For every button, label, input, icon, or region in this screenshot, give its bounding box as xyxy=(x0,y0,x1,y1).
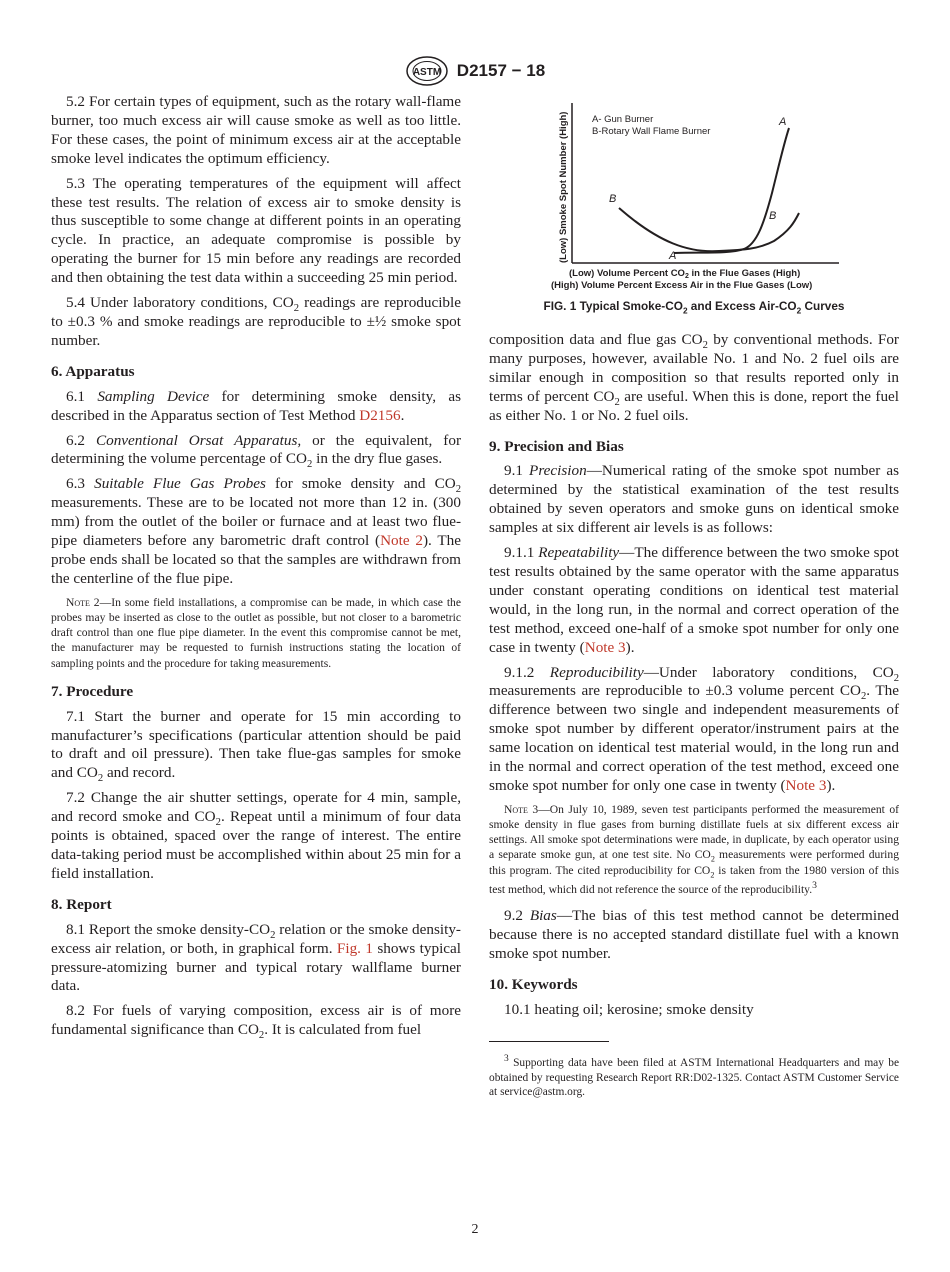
para-6-2: 6.2 Conventional Orsat Apparatus, or the equivalent, for determining the volume percentage of $CO_2$ in the dry flue gases. xyxy=(51,431,462,471)
figure-1 xyxy=(489,93,899,325)
note-2: Note 2—In some field installations, a compromise can be made, in which case the probes may be inserted as close to the outlet as possible, but not closer to a barometric draft control than one flue pipe diameter. In the event this compromise cannot be met, the manufacturer may be requested to furnish instructions stating the location of sampling points and the procedure for taking measurements. xyxy=(51,595,461,670)
x-axis-label-excess-air: (High) Volume Percent Excess Air in the Flue Gases (Low) xyxy=(551,280,813,291)
logo-text: ASTM xyxy=(412,67,441,78)
legend-a: A- Gun Burner xyxy=(592,114,654,125)
astm-logo-icon xyxy=(405,55,449,87)
note-3-link[interactable]: Note 3 xyxy=(584,638,626,656)
label-a-top: A xyxy=(779,116,787,128)
para-10-1: 10.1 heating oil; kerosine; smoke density xyxy=(504,1000,754,1018)
para-7-2: 7.2 Change the air shutter settings, operate for 4 min, sample, and record smoke and $CO_2$. Repeat until a minimum of four data points is obtained, spaced over the range of interest. The entire data-taking period must be accomplished within about 25 min for a field installation. xyxy=(51,789,461,882)
para-6-3: 6.3 Suitable Flue Gas Probes for smoke density and $CO_2$ measurements. These are to be located not more than 12 in. (300 mm) from the outlet of the boiler or furnace and at least two flue-pipe diameters before any barometric draft control (Note 2). The probe ends shall be located so that the samples are withdrawn from the centerline of the flue pipe. xyxy=(51,475,462,587)
section-7-heading: 7. Procedure xyxy=(51,682,134,700)
fig-1-link[interactable]: Fig. 1 xyxy=(336,939,373,957)
label-b-right: B xyxy=(769,210,777,222)
legend-b: B-Rotary Wall Flame Burner xyxy=(592,126,711,137)
para-6-1: 6.1 Sampling Device for determining smoke density, as described in the Apparatus section of Test Method D2156. xyxy=(51,387,461,424)
para-8-1: 8.1 Report the smoke density-$CO_2$ relation or the smoke density-excess air relation, or both, in graphical form. Fig. 1 shows typical pressure-atomizing burner and typical rotary wallflame burner data. xyxy=(51,920,462,995)
section-8-heading: 8. Report xyxy=(51,895,112,913)
footnote-divider xyxy=(489,1041,609,1042)
note-2-link[interactable]: Note 2 xyxy=(380,532,423,550)
smoke-co2-chart xyxy=(489,93,899,293)
right-column xyxy=(489,93,899,1100)
y-axis-label: (Low) Smoke Spot Number (High) xyxy=(558,111,569,263)
curve-a xyxy=(674,128,789,253)
label-b-left: B xyxy=(609,193,617,205)
para-8-2: 8.2 For fuels of varying composition, excess air is of more fundamental significance than $CO_2$. It is calculated from fuel xyxy=(51,1002,461,1042)
note-3-link-2[interactable]: Note 3 xyxy=(785,776,827,794)
d2156-link[interactable]: D2156 xyxy=(359,406,401,424)
section-9-heading: 9. Precision and Bias xyxy=(489,437,624,455)
label-a-bottom: A xyxy=(669,250,677,262)
para-9-2: 9.2 Bias—The bias of this test method cannot be determined because there is no accepted standard distillate fuel with a known smoke spot number. xyxy=(489,906,900,962)
page-header xyxy=(0,55,950,87)
para-5-2: 5.2 For certain types of equipment, such as the rotary wall-flame burner, too much excess air will cause smoke as well as too little. For these cases, the point of minimum excess air at the acceptable smoke level indicates the optimum efficiency. xyxy=(51,93,461,167)
para-7-1: 7.1 Start the burner and operate for 15 min according to manufacturer’s specifications (particular attention should be paid to draft and oil pressure). Then take flue-gas samples for smoke and $CO_2$ and record. xyxy=(51,707,461,785)
para-5-4: 5.4 Under laboratory conditions, $CO_2$ readings are reproducible to ±0.3 % and smoke readings are reproducible to ±½ smoke spot number. xyxy=(51,294,461,349)
footnote-3: $^3$ Supporting data have been filed at ASTM International Headquarters and may be obtained by requesting Research Report RR:D02-1325. Contact ASTM Customer Service at service@astm.org. xyxy=(489,1054,899,1099)
x-axis-label-co2: (Low) Volume Percent $CO_2$ in the Flue Gases (High) xyxy=(569,268,801,280)
section-6-heading: 6. Apparatus xyxy=(51,362,135,380)
para-5-3: 5.3 The operating temperatures of the equipment will affect these test results. The relation of excess air to smoke density is thus susceptible to some change at different points in an operating cycle. In practice, an adequate compromise is possible by operating the burner for 15 min before any readings are recorded and then obtaining the test data within a succeeding 25 min period. xyxy=(51,174,461,287)
page-number: 2 xyxy=(471,1222,479,1237)
para-9-1: 9.1 Precision—Numerical rating of the smoke spot number as determined by the statistical examination of the test results obtained by seven operators and smoke guns on identical smoke samples at six different air levels is as follows: xyxy=(489,462,899,537)
para-9-1-2: 9.1.2 Reproducibility—Under laboratory conditions, $CO_2$ measurements are reproducible to ±0.3 volume percent $CO_2$. The difference between two single and independent measurements of smoke spot number by different operator/instrument pairs at the same location on identical test material would, in the long run and in the normal and correct operation of the test method, exceed one smoke spot number for only one case in twenty (Note 3). xyxy=(489,663,899,794)
section-10-heading: 10. Keywords xyxy=(489,975,578,993)
figure-1-caption: FIG. 1 Typical Smoke-$CO_2$ and Excess Air-$CO_2$ Curves xyxy=(543,299,845,316)
para-9-1-1: 9.1.1 Repeatability—The difference between the two smoke spot test results obtained by the same operator with the same apparatus under constant operating conditions on identical test material would, in the long run, in the normal and correct operation of the test method, exceed one-half of a smoke spot number for only one case in twenty (Note 3). xyxy=(489,544,899,656)
para-8-2-continued: composition data and flue gas $CO_2$ by conventional methods. For many purposes, however, available No. 1 and No. 2 fuel oils are similar enough in composition so that results reported only in terms of percent $CO_2$ are useful. When this is done, report the fuel as either No. 1 or No. 2 fuel oils. xyxy=(489,331,900,424)
note-3: Note 3—On July 10, 1989, seven test participants performed the measurement of smoke density in flue gases from burning distillate fuels at six different excess air settings. All smoke spot determinations were made, in duplicate, by each operator using a separate smoke gun, at one test site. No $CO_2$ measurements were performed during this program. The cited reproducibility for $CO_2$ is taken from the 1980 version of this test method, which did not reference the source of the reproducibility.$^3$ xyxy=(489,802,899,896)
left-column xyxy=(51,93,461,1046)
standard-designation: D2157 − 18 xyxy=(456,61,546,80)
